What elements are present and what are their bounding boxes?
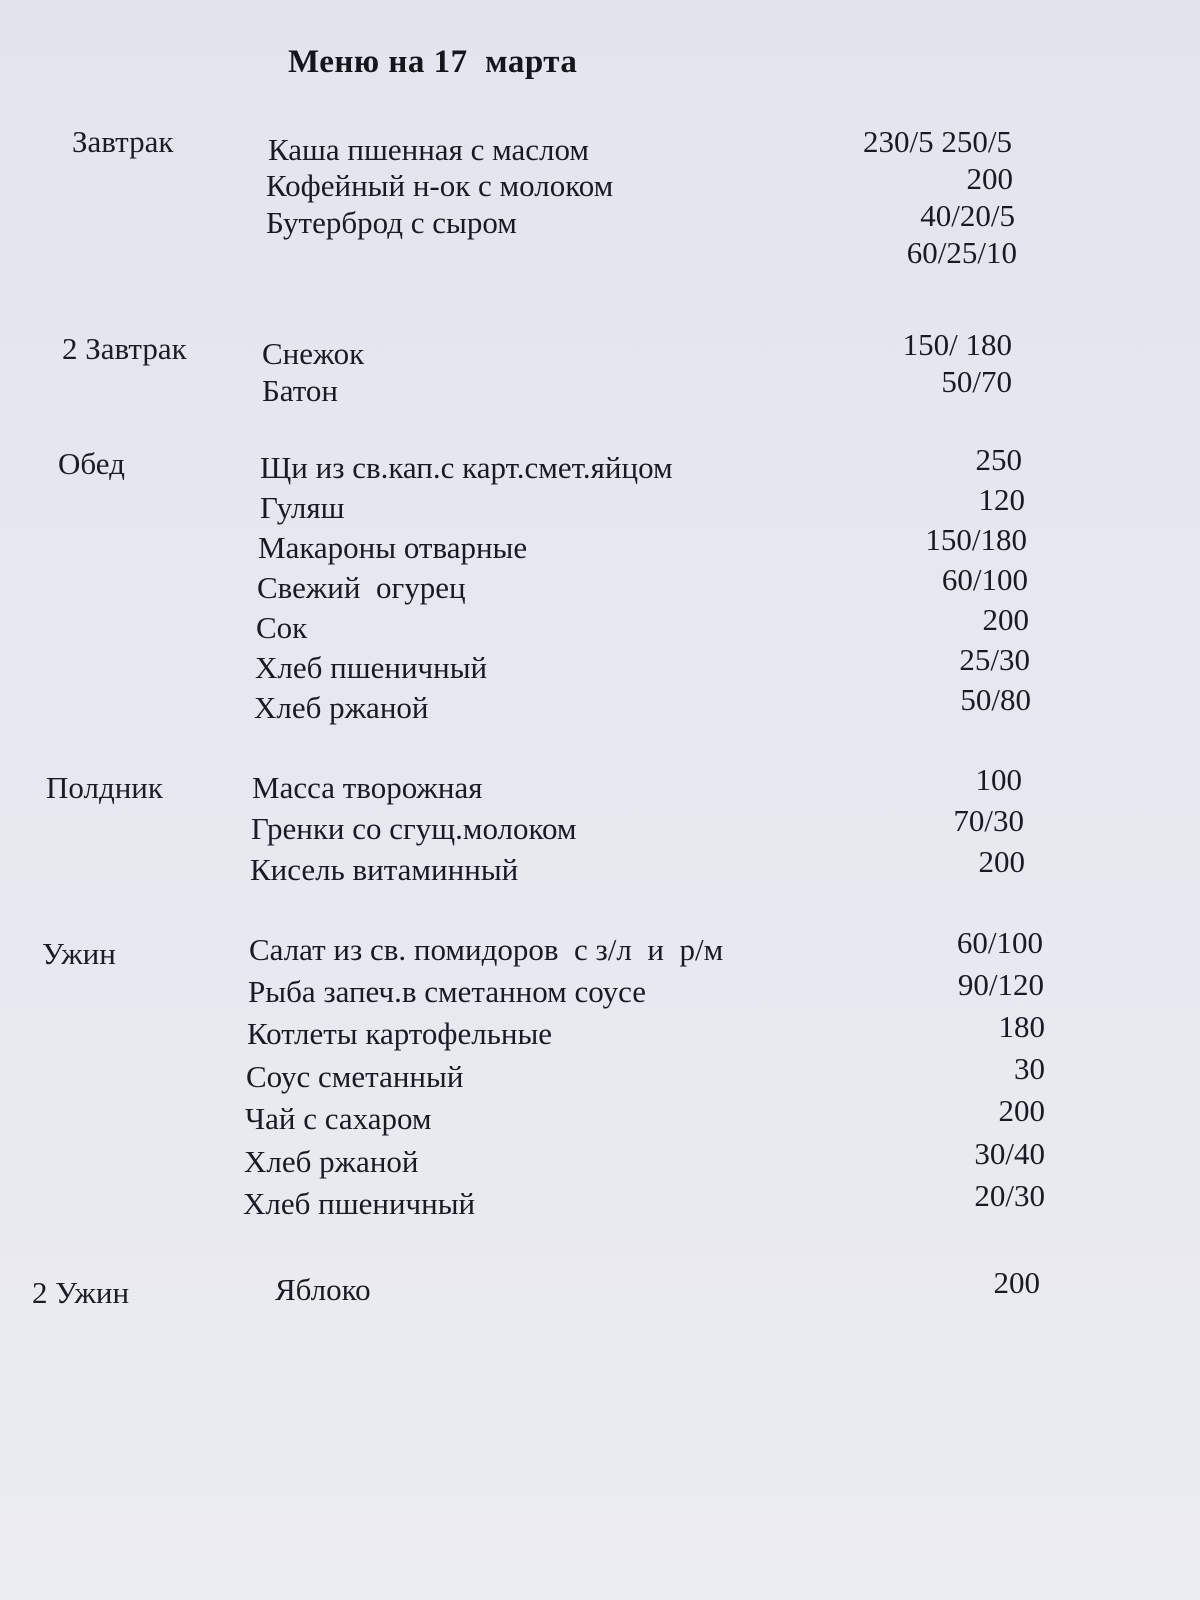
menu-item-qty: 70/30 — [953, 803, 1024, 838]
menu-item-name: Свежий огурец — [257, 570, 466, 605]
menu-item-qty: 30/40 — [974, 1136, 1045, 1171]
section-label-dinner: Ужин — [42, 936, 116, 971]
menu-item-name: Хлеб ржаной — [254, 690, 429, 725]
menu-item-qty: 40/20/5 — [920, 198, 1015, 233]
menu-item-name: Сок — [256, 610, 308, 645]
menu-item-name: Рыба запеч.в сметанном соусе — [248, 974, 647, 1009]
menu-item-qty: 230/5 250/5 — [863, 124, 1012, 159]
menu-item-qty: 50/70 — [941, 364, 1012, 399]
menu-item-name: Гренки со сгущ.молоком — [251, 811, 577, 846]
menu-item-qty: 50/80 — [960, 682, 1031, 717]
section-label-second-breakfast: 2 Завтрак — [62, 331, 187, 366]
menu-item-qty: 200 — [978, 844, 1025, 879]
menu-item-name: Гуляш — [260, 490, 345, 525]
menu-item-qty: 150/ 180 — [902, 327, 1012, 362]
menu-item-qty: 120 — [978, 482, 1025, 517]
menu-item-name: Хлеб пшеничный — [243, 1186, 476, 1221]
menu-item-name: Кисель витаминный — [250, 852, 519, 887]
menu-item-qty: 30 — [1014, 1051, 1045, 1086]
menu-item-name: Хлеб пшеничный — [255, 650, 488, 685]
menu-item-qty: 200 — [998, 1093, 1045, 1128]
menu-item-name: Хлеб ржаной — [244, 1144, 419, 1179]
menu-item-qty: 180 — [998, 1009, 1045, 1044]
menu-item-name: Масса творожная — [252, 770, 483, 805]
menu-item-qty: 250 — [975, 442, 1022, 477]
menu-item-name: Яблоко — [275, 1272, 371, 1307]
menu-item-name: Каша пшенная с маслом — [268, 132, 590, 167]
menu-item-qty: 60/100 — [941, 562, 1028, 597]
menu-item-name: Салат из св. помидоров с з/л и р/м — [249, 932, 724, 967]
menu-item-qty: 200 — [993, 1265, 1040, 1300]
section-label-lunch: Обед — [58, 446, 125, 481]
menu-item-name: Бутерброд с сыром — [266, 205, 517, 240]
menu-item-qty: 60/100 — [956, 925, 1043, 960]
menu-item-qty: 25/30 — [959, 642, 1030, 677]
menu-item-qty: 100 — [975, 762, 1022, 797]
menu-item-name: Кофейный н-ок с молоком — [266, 168, 614, 203]
section-label-breakfast: Завтрак — [72, 124, 174, 159]
menu-item-qty: 200 — [966, 161, 1013, 196]
menu-item-name: Макароны отварные — [258, 530, 528, 565]
menu-item-name: Чай с сахаром — [245, 1101, 432, 1136]
page-title: Меню на 17 марта — [288, 44, 578, 80]
section-label-afternoon-snack: Полдник — [46, 770, 163, 805]
menu-item-qty: 20/30 — [974, 1178, 1045, 1213]
menu-item-qty: 150/180 — [925, 522, 1027, 557]
menu-item-name: Соус сметанный — [246, 1059, 464, 1094]
menu-item-qty: 90/120 — [957, 967, 1044, 1002]
menu-item-qty: 60/25/10 — [906, 235, 1017, 270]
menu-item-name: Батон — [262, 373, 338, 408]
menu-item-name: Щи из св.кап.с карт.смет.яйцом — [260, 450, 673, 485]
menu-item-name: Снежок — [262, 336, 365, 371]
menu-item-name: Котлеты картофельные — [247, 1016, 553, 1051]
section-label-second-dinner: 2 Ужин — [32, 1275, 130, 1310]
menu-item-qty: 200 — [982, 602, 1029, 637]
